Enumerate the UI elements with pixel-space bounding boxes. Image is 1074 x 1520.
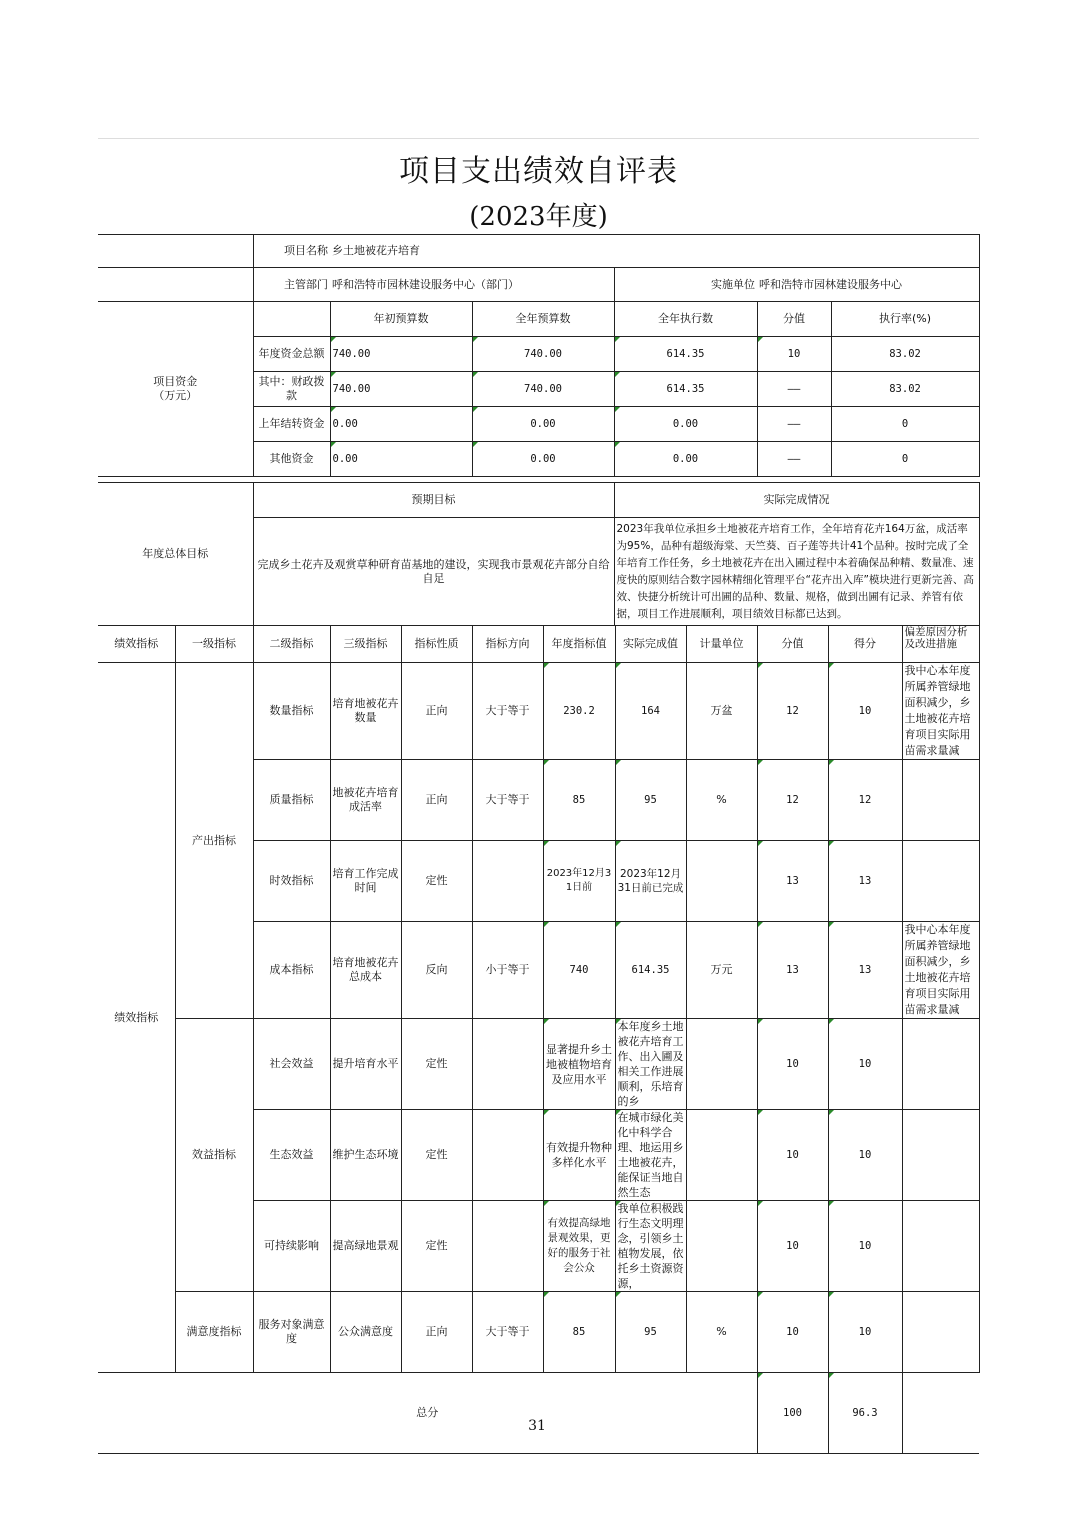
funds-rate: 83.02 — [831, 372, 979, 407]
ind-l2: 成本指标 — [253, 922, 330, 1019]
ind-l3: 提升培育水平 — [330, 1019, 401, 1110]
ind-actual: 614.35 — [615, 922, 686, 1019]
goals-expected: 完成乡土花卉及观赏草种研育苗基地的建设，实现我市景观花卉部分自给自足 — [253, 518, 614, 626]
ind-level1: 产出指标 — [175, 663, 253, 1019]
funds-exec: 614.35 — [614, 372, 757, 407]
goals-actual-header: 实际完成情况 — [614, 483, 979, 518]
ind-direction: 小于等于 — [472, 922, 543, 1019]
funds-header-exec: 全年执行数 — [614, 302, 757, 337]
ind-value: 13 — [757, 841, 828, 922]
ind-score: 13 — [828, 922, 902, 1019]
dept-label: 主管部门 — [253, 268, 330, 302]
funds-init: 740.00 — [330, 337, 472, 372]
ind-target: 85 — [543, 760, 615, 841]
ind-direction: 大于等于 — [472, 663, 543, 760]
ind-reason: 我中心本年度所属养管绿地面积减少，乡土地被花卉培育项目实际用苗需求量减 — [902, 922, 979, 1019]
ind-l3: 公众满意度 — [330, 1292, 401, 1373]
ind-actual: 164 — [615, 663, 686, 760]
funds-row-label: 其他资金 — [253, 442, 330, 477]
ind-target: 230.2 — [543, 663, 615, 760]
funds-annual: 0.00 — [472, 442, 614, 477]
ind-value: 12 — [757, 663, 828, 760]
funds-annual: 740.00 — [472, 372, 614, 407]
ind-nature: 定性 — [401, 1201, 472, 1292]
indicators-table — [98, 625, 980, 1454]
ind-target: 740 — [543, 922, 615, 1019]
funds-rate: 83.02 — [831, 337, 979, 372]
funds-rate: 0 — [831, 407, 979, 442]
ind-direction — [472, 841, 543, 922]
funds-header-score-value: 分值 — [757, 302, 831, 337]
funds-exec: 0.00 — [614, 407, 757, 442]
ind-reason — [902, 841, 979, 922]
sheet-top-line — [98, 138, 979, 139]
ind-header: 指标方向 — [472, 626, 543, 663]
ind-header: 偏差原因分析及改进措施 — [902, 626, 979, 663]
unit-name: 呼和浩特市园林建设服务中心 — [757, 268, 979, 302]
ind-l2: 社会效益 — [253, 1019, 330, 1110]
project-info-table — [98, 234, 980, 477]
page-title: 项目支出绩效自评表 — [399, 154, 678, 189]
funds-rate: 0 — [831, 442, 979, 477]
funds-init: 0.00 — [330, 442, 472, 477]
ind-header: 绩效指标 — [98, 626, 175, 663]
ind-actual: 95 — [615, 760, 686, 841]
funds-group-label: 项目资金 （万元） — [98, 302, 253, 477]
ind-target: 85 — [543, 1292, 615, 1373]
ind-nature: 定性 — [401, 1110, 472, 1201]
ind-actual: 95 — [615, 1292, 686, 1373]
ind-header: 分值 — [757, 626, 828, 663]
ind-header: 二级指标 — [253, 626, 330, 663]
total-label: 总分 — [98, 1373, 757, 1454]
ind-group: 绩效指标 — [98, 663, 175, 1373]
ind-l3: 培育地被花卉总成本 — [330, 922, 401, 1019]
project-name-label: 项目名称 — [253, 235, 330, 268]
ind-header: 计量单位 — [686, 626, 757, 663]
ind-level1: 效益指标 — [175, 1019, 253, 1292]
total-row — [98, 1373, 979, 1454]
ind-direction — [472, 1110, 543, 1201]
funds-init: 0.00 — [330, 407, 472, 442]
ind-l3: 地被花卉培育成活率 — [330, 760, 401, 841]
goals-actual: 2023年我单位承担乡土地被花卉培育工作，全年培育花卉164万盆，成活率为95%，品种有超级海棠、天竺葵、百子莲等共计41个品种。按时完成了全年培育工作任务，乡土地被花卉在出入圃过程中本着确保品种精、数量准、速度快的原则结合数字园林精细化管理平台“花卉出入库”模块进行更新完善、高效、快捷分析统计可出圃的品种、数量、规格，做到出圃有记录、养管有依据，项目工作进展顺利，项目绩效目标都已达到。 — [614, 518, 979, 626]
goals-table — [98, 482, 980, 626]
ind-direction: 大于等于 — [472, 1292, 543, 1373]
funds-row-label: 其中：财政拨款 — [253, 372, 330, 407]
ind-nature: 反向 — [401, 922, 472, 1019]
ind-value: 12 — [757, 760, 828, 841]
funds-header-rate: 执行率(%) — [831, 302, 979, 337]
ind-header: 指标性质 — [401, 626, 472, 663]
ind-l2: 可持续影响 — [253, 1201, 330, 1292]
ind-l3: 培育工作完成时间 — [330, 841, 401, 922]
ind-unit: 万元 — [686, 922, 757, 1019]
ind-unit: % — [686, 1292, 757, 1373]
ind-actual: 2023年12月31日前已完成 — [615, 841, 686, 922]
funds-score-value: —— — [757, 407, 831, 442]
ind-l2: 时效指标 — [253, 841, 330, 922]
ind-reason — [902, 1292, 979, 1373]
project-name: 乡土地被花卉培育 — [330, 235, 979, 268]
funds-score-value: 10 — [757, 337, 831, 372]
indicator-row — [98, 1292, 979, 1373]
ind-l2: 数量指标 — [253, 663, 330, 760]
ind-unit — [686, 1019, 757, 1110]
ind-actual: 在城市绿化美化中科学合理、地运用乡土地被花卉，能保证当地自然生态 — [615, 1110, 686, 1201]
ind-direction: 大于等于 — [472, 760, 543, 841]
ind-header: 三级指标 — [330, 626, 401, 663]
ind-unit: 万盆 — [686, 663, 757, 760]
ind-nature: 定性 — [401, 1019, 472, 1110]
ind-score: 12 — [828, 760, 902, 841]
funds-header-init: 年初预算数 — [330, 302, 472, 337]
ind-unit — [686, 841, 757, 922]
indicator-row — [98, 663, 979, 760]
funds-row-label: 上年结转资金 — [253, 407, 330, 442]
ind-header: 一级指标 — [175, 626, 253, 663]
ind-target: 有效提升物种多样化水平 — [543, 1110, 615, 1201]
ind-target: 显著提升乡土地被植物培育及应用水平 — [543, 1019, 615, 1110]
ind-reason: 我中心本年度所属养管绿地面积减少，乡土地被花卉培育项目实际用苗需求量减 — [902, 663, 979, 760]
ind-nature: 正向 — [401, 663, 472, 760]
ind-unit — [686, 1110, 757, 1201]
ind-unit: % — [686, 760, 757, 841]
goals-label: 年度总体目标 — [98, 483, 253, 626]
dept-name: 呼和浩特市园林建设服务中心（部门） — [330, 268, 614, 302]
ind-header: 年度指标值 — [543, 626, 615, 663]
ind-l3: 提高绿地景观 — [330, 1201, 401, 1292]
ind-reason — [902, 1201, 979, 1292]
funds-annual: 0.00 — [472, 407, 614, 442]
ind-header: 实际完成值 — [615, 626, 686, 663]
ind-value: 13 — [757, 922, 828, 1019]
ind-reason — [902, 1019, 979, 1110]
ind-score: 10 — [828, 1201, 902, 1292]
ind-score: 10 — [828, 1019, 902, 1110]
funds-init: 740.00 — [330, 372, 472, 407]
ind-header: 得分 — [828, 626, 902, 663]
ind-score: 13 — [828, 841, 902, 922]
unit-label: 实施单位 — [614, 268, 757, 302]
ind-reason — [902, 760, 979, 841]
ind-direction — [472, 1201, 543, 1292]
ind-nature: 定性 — [401, 841, 472, 922]
ind-target: 2023年12月31日前 — [543, 841, 615, 922]
funds-exec: 0.00 — [614, 442, 757, 477]
ind-l2: 质量指标 — [253, 760, 330, 841]
goals-expected-header: 预期目标 — [253, 483, 614, 518]
ind-value: 10 — [757, 1292, 828, 1373]
ind-l3: 维护生态环境 — [330, 1110, 401, 1201]
funds-score-value: —— — [757, 372, 831, 407]
ind-value: 10 — [757, 1019, 828, 1110]
ind-target: 有效提高绿地景观效果，更好的服务于社会公众 — [543, 1201, 615, 1292]
ind-nature: 正向 — [401, 1292, 472, 1373]
funds-exec: 614.35 — [614, 337, 757, 372]
funds-header-annual: 全年预算数 — [472, 302, 614, 337]
ind-score: 10 — [828, 1110, 902, 1201]
ind-nature: 正向 — [401, 760, 472, 841]
ind-l3: 培育地被花卉数量 — [330, 663, 401, 760]
ind-reason — [902, 1110, 979, 1201]
ind-unit — [686, 1201, 757, 1292]
ind-score: 10 — [828, 1292, 902, 1373]
ind-value: 10 — [757, 1110, 828, 1201]
funds-row-label: 年度资金总额 — [253, 337, 330, 372]
indicator-row — [98, 1019, 979, 1110]
ind-actual: 我单位积极践行生态文明理念，引领乡土植物发展，依托乡土资源资源， — [615, 1201, 686, 1292]
ind-l2: 服务对象满意度 — [253, 1292, 330, 1373]
ind-l2: 生态效益 — [253, 1110, 330, 1201]
ind-score: 10 — [828, 663, 902, 760]
page-subtitle: (2023年度) — [469, 202, 608, 232]
ind-value: 10 — [757, 1201, 828, 1292]
total-value: 100 — [757, 1373, 828, 1454]
funds-score-value: —— — [757, 442, 831, 477]
total-score: 96.3 — [828, 1373, 902, 1454]
ind-direction — [472, 1019, 543, 1110]
ind-actual: 本年度乡土地被花卉培育工作、出入圃及相关工作进展顺利，乐培育的乡 — [615, 1019, 686, 1110]
page-number: 31 — [528, 1418, 546, 1434]
ind-level1: 满意度指标 — [175, 1292, 253, 1373]
funds-annual: 740.00 — [472, 337, 614, 372]
